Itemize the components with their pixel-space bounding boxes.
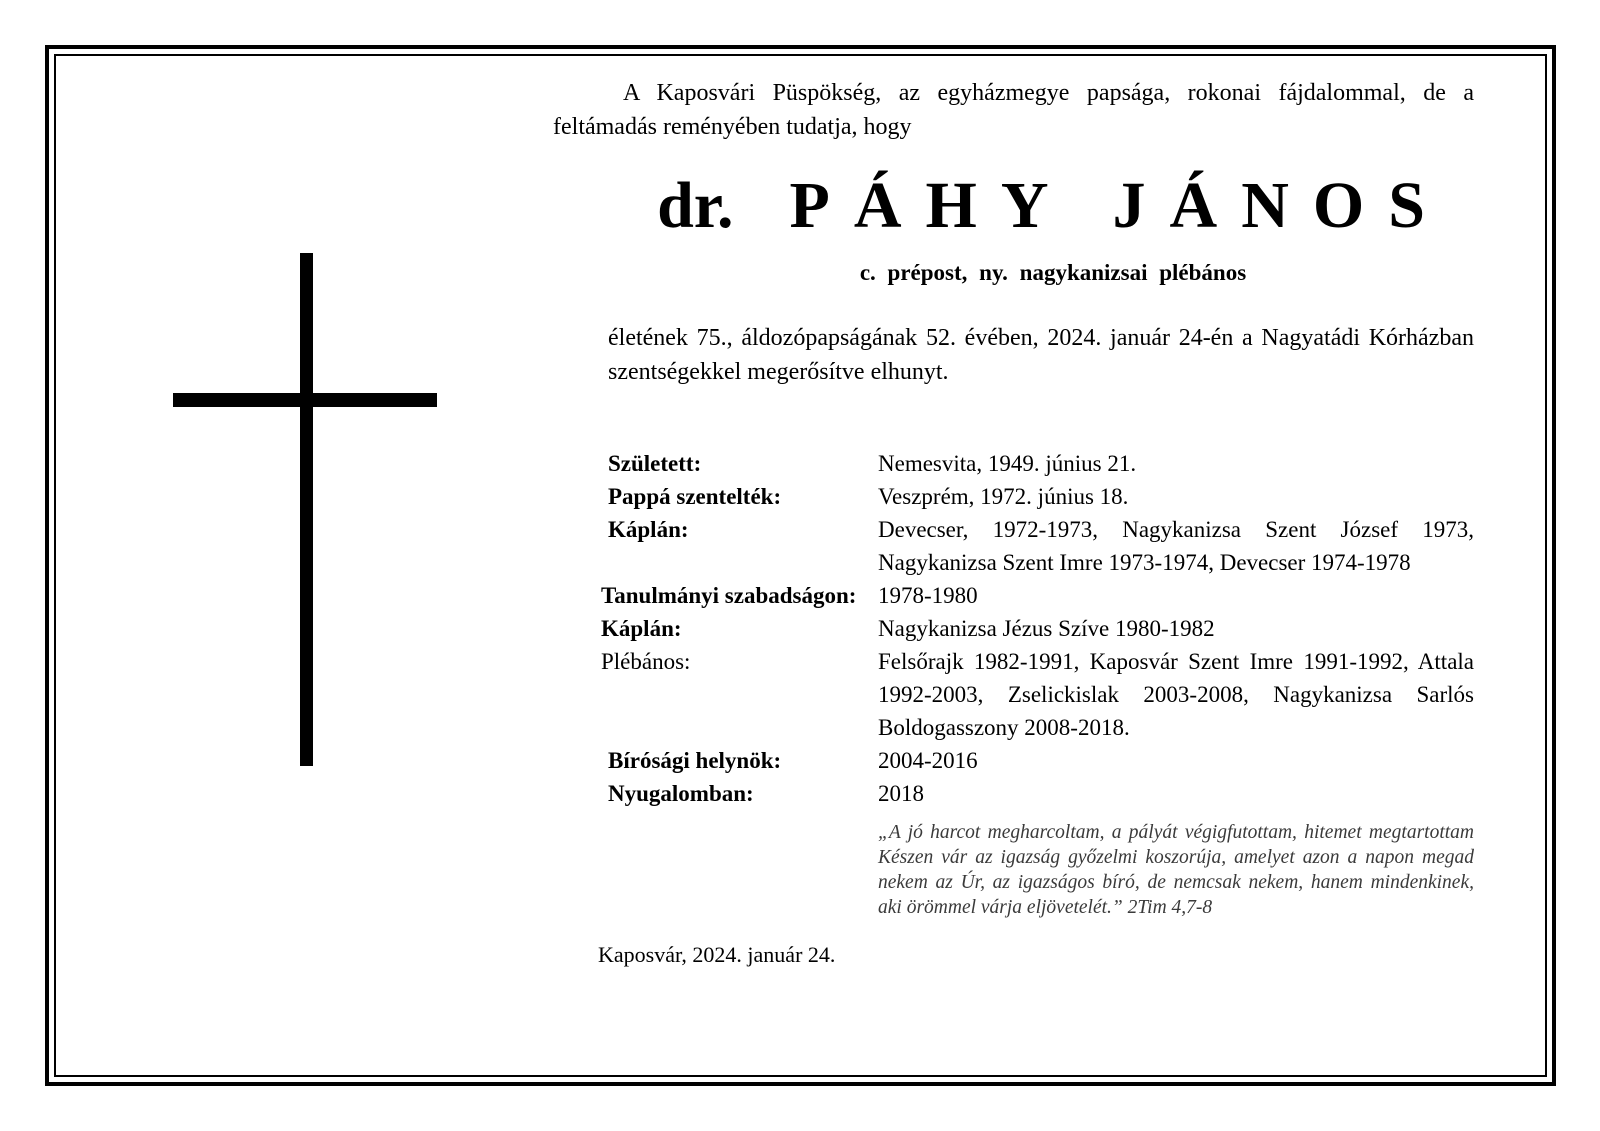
career-value: Nagykanizsa Jézus Szíve 1980-1982 xyxy=(878,616,1215,641)
name-surname: PÁHY xyxy=(789,169,1073,242)
bible-quote: „A jó harcot megharcoltam, a pályát végigfutottam, hitemet megtartottam Készen vár az igazság győzelmi koszorúja, amelyet azon a napon megad nekem az Úr, az igazságos bíró, de nemcsak nekem, hanem mindenkinek, aki örömmel várja eljövetelét.” 2Tim 4,7-8 xyxy=(878,822,1474,918)
deceased-name xyxy=(553,166,1553,246)
career-row xyxy=(0,645,1600,744)
career-value: Nemesvita, 1949. június 21. xyxy=(878,451,1137,476)
intro-paragraph xyxy=(553,76,1474,144)
career-label: Született: xyxy=(608,451,702,476)
career-value: 1978-1980 xyxy=(878,583,978,608)
cross-horizontal-beam xyxy=(173,393,437,407)
career-row xyxy=(0,744,1600,777)
death-notice: életének 75., áldozópapságának 52. évében, 2024. január 24-én a Nagyatádi Kórházban szentségekkel megerősítve elhunyt. xyxy=(608,325,1474,385)
deceased-title: c. prépost, ny. nagykanizsai plébános xyxy=(859,260,1247,285)
career-row xyxy=(0,612,1600,645)
place-and-date: Kaposvár, 2024. január 24. xyxy=(598,942,836,967)
name-given: JÁNOS xyxy=(1112,169,1449,242)
career-label: Káplán: xyxy=(608,517,689,542)
career-list xyxy=(0,447,1600,810)
career-row xyxy=(0,777,1600,810)
career-row xyxy=(0,480,1600,513)
career-value: Felsőrajk 1982-1991, Kaposvár Szent Imre 1991-1992, Attala 1992-2003, Zselickislak 2003-2008, Nagykanizsa Sarlós Boldogasszony 2008-2018. xyxy=(878,649,1474,740)
career-row xyxy=(0,447,1600,480)
career-row xyxy=(0,513,1600,579)
career-label: Plébános: xyxy=(601,649,691,674)
career-value: Devecser, 1972-1973, Nagykanizsa Szent József 1973, Nagykanizsa Szent Imre 1973-1974, Devecser 1974-1978 xyxy=(878,517,1474,575)
career-row xyxy=(0,579,1600,612)
name-prefix: dr. xyxy=(657,169,734,242)
career-label: Bírósági helynök: xyxy=(608,748,782,773)
career-value: 2018 xyxy=(878,781,924,806)
intro-text: A Kaposvári Püspökség, az egyházmegye papsága, rokonai fájdalommal, de a feltámadás reményében tudatja, hogy xyxy=(553,80,1474,140)
career-label: Káplán: xyxy=(601,616,682,641)
career-label: Nyugalomban: xyxy=(608,781,754,806)
career-value: 2004-2016 xyxy=(878,748,978,773)
career-label: Pappá szentelték: xyxy=(608,484,782,509)
career-label: Tanulmányi szabadságon: xyxy=(601,583,857,608)
career-value: Veszprém, 1972. június 18. xyxy=(878,484,1129,509)
